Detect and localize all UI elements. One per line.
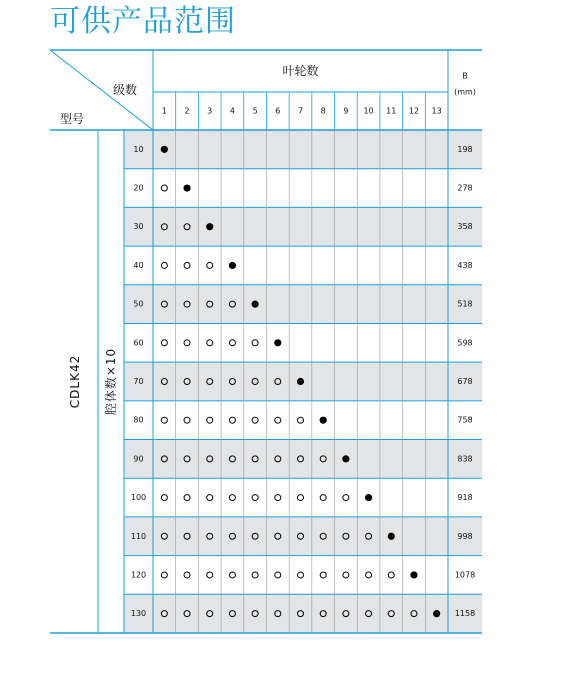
stage-value: 60 bbox=[133, 338, 144, 348]
filled-dot-mark bbox=[297, 378, 304, 385]
filled-dot-mark bbox=[342, 455, 349, 462]
impeller-number-label: 6 bbox=[275, 106, 281, 116]
open-circle-mark bbox=[229, 495, 235, 501]
open-circle-mark bbox=[184, 417, 190, 423]
impeller-number-label: 5 bbox=[252, 106, 258, 116]
open-circle-mark bbox=[229, 340, 235, 346]
open-circle-mark bbox=[229, 572, 235, 578]
impeller-number-label: 9 bbox=[343, 106, 349, 116]
filled-dot-mark bbox=[183, 184, 190, 191]
open-circle-mark bbox=[184, 495, 190, 501]
open-circle-mark bbox=[184, 262, 190, 268]
open-circle-mark bbox=[320, 572, 326, 578]
stage-value: 10 bbox=[133, 144, 144, 154]
open-circle-mark bbox=[320, 495, 326, 501]
b-value: 758 bbox=[457, 415, 473, 425]
open-circle-mark bbox=[366, 572, 372, 578]
filled-dot-mark bbox=[365, 494, 372, 501]
b-unit-label: (mm) bbox=[454, 87, 476, 97]
impeller-number-label: 10 bbox=[363, 106, 374, 116]
impeller-number-label: 11 bbox=[386, 106, 397, 116]
impeller-number-label: 2 bbox=[184, 106, 190, 116]
open-circle-mark bbox=[252, 495, 258, 501]
row-band bbox=[124, 207, 482, 246]
filled-dot-mark bbox=[229, 262, 236, 269]
impeller-number-label: 13 bbox=[431, 106, 442, 116]
chamber-count-label: 腔体数×10 bbox=[104, 347, 118, 416]
impeller-number-label: 7 bbox=[297, 106, 304, 116]
b-header-label: B bbox=[462, 71, 468, 81]
open-circle-mark bbox=[388, 572, 394, 578]
stage-value: 50 bbox=[133, 299, 144, 309]
stage-value: 120 bbox=[130, 570, 147, 580]
open-circle-mark bbox=[161, 572, 167, 578]
open-circle-mark bbox=[207, 262, 213, 268]
filled-dot-mark bbox=[410, 571, 417, 578]
stage-value: 100 bbox=[130, 493, 147, 503]
open-circle-mark bbox=[275, 417, 281, 423]
open-circle-mark bbox=[343, 495, 349, 501]
impeller-header-label: 叶轮数 bbox=[282, 64, 319, 78]
stage-value: 80 bbox=[133, 415, 144, 425]
row-band bbox=[124, 285, 482, 324]
filled-dot-mark bbox=[274, 339, 281, 346]
open-circle-mark bbox=[161, 495, 167, 501]
model-header-label: 型号 bbox=[59, 112, 85, 126]
open-circle-mark bbox=[207, 340, 213, 346]
stage-value: 40 bbox=[133, 260, 144, 270]
page-title: 可供产品范围 bbox=[50, 4, 236, 39]
open-circle-mark bbox=[161, 262, 167, 268]
impeller-number-label: 1 bbox=[161, 106, 167, 116]
filled-dot-mark bbox=[206, 223, 213, 230]
open-circle-mark bbox=[275, 572, 281, 578]
open-circle-mark bbox=[207, 495, 213, 501]
open-circle-mark bbox=[161, 417, 167, 423]
b-value: 278 bbox=[457, 183, 473, 193]
b-value: 358 bbox=[457, 222, 473, 232]
open-circle-mark bbox=[207, 417, 213, 423]
stage-value: 130 bbox=[130, 609, 147, 619]
open-circle-mark bbox=[298, 495, 304, 501]
open-circle-mark bbox=[229, 417, 235, 423]
filled-dot-mark bbox=[252, 301, 259, 308]
impeller-number-label: 3 bbox=[207, 106, 213, 116]
stage-header-label: 级数 bbox=[112, 83, 138, 97]
b-value: 678 bbox=[457, 377, 473, 386]
stage-value: 110 bbox=[130, 531, 147, 541]
stage-value: 70 bbox=[133, 377, 144, 386]
impeller-number-label: 4 bbox=[229, 106, 235, 116]
open-circle-mark bbox=[298, 572, 304, 578]
filled-dot-mark bbox=[161, 146, 168, 153]
open-circle-mark bbox=[252, 572, 258, 578]
b-value: 838 bbox=[457, 454, 473, 464]
impeller-number-label: 12 bbox=[408, 106, 420, 116]
b-value: 198 bbox=[457, 144, 473, 154]
open-circle-mark bbox=[161, 185, 167, 191]
open-circle-mark bbox=[161, 340, 167, 346]
stage-value: 30 bbox=[133, 222, 144, 232]
b-value: 598 bbox=[457, 338, 473, 348]
stage-value: 90 bbox=[133, 454, 144, 464]
b-value: 998 bbox=[457, 531, 473, 541]
open-circle-mark bbox=[184, 572, 190, 578]
stage-value: 20 bbox=[133, 183, 144, 193]
filled-dot-mark bbox=[388, 533, 395, 540]
open-circle-mark bbox=[252, 417, 258, 423]
open-circle-mark bbox=[343, 572, 349, 578]
open-circle-mark bbox=[252, 340, 258, 346]
b-value: 518 bbox=[457, 299, 473, 309]
b-value: 1078 bbox=[454, 570, 476, 580]
b-value: 438 bbox=[457, 260, 473, 270]
filled-dot-mark bbox=[433, 610, 440, 617]
open-circle-mark bbox=[298, 417, 304, 423]
row-band bbox=[124, 130, 482, 169]
impeller-number-label: 8 bbox=[320, 106, 326, 116]
open-circle-mark bbox=[275, 495, 281, 501]
b-value: 918 bbox=[457, 493, 473, 503]
filled-dot-mark bbox=[320, 417, 327, 424]
open-circle-mark bbox=[207, 572, 213, 578]
open-circle-mark bbox=[184, 340, 190, 346]
b-value: 1158 bbox=[454, 609, 476, 619]
model-label: CDLK42 bbox=[68, 354, 82, 409]
